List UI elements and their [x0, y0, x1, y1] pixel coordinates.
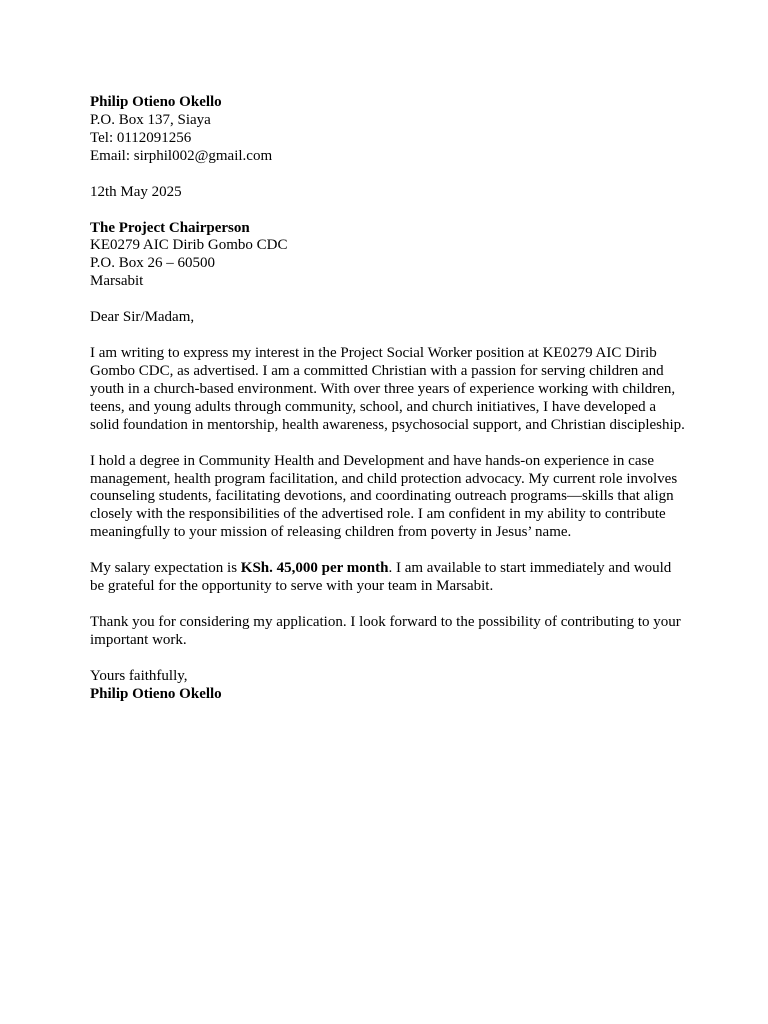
recipient-address: P.O. Box 26 – 60500 — [90, 255, 216, 272]
closing-block — [90, 668, 685, 704]
recipient-block — [90, 220, 685, 292]
salutation-block — [90, 309, 685, 327]
closing: Yours faithfully, — [90, 667, 188, 684]
salutation: Dear Sir/Madam, — [90, 309, 195, 326]
recipient-title: The Project Chairperson — [90, 219, 250, 236]
sender-name: Philip Otieno Okello — [90, 94, 222, 110]
sender-block — [90, 94, 685, 166]
recipient-organization: KE0279 AIC Dirib Gombo CDC — [90, 237, 288, 254]
date-block — [90, 184, 685, 202]
body-paragraph-3 — [90, 560, 685, 596]
letter-page — [90, 94, 685, 722]
signature-name: Philip Otieno Okello — [90, 685, 222, 702]
salary-expectation: KSh. 45,000 per month — [240, 560, 389, 577]
sender-email: Email: sirphil002@gmail.com — [90, 147, 273, 164]
body-paragraph-1: I am writing to express my interest in the Project Social Worker position at KE0279 AIC Dirib Gombo CDC, as advertised. I am a committed Christian with a passion for serving children and youth in a church-based environment. With over three years of experience working with children, teens, and young adults through community, school, and church initiatives, I have developed a solid foundation in mentorship, health awareness, psychosocial support, and Christian discipleship. — [90, 345, 685, 433]
salary-text-suffix: . I am available to start immediately and would be grateful for the opportunity to serve with your team in Marsabit. — [90, 560, 672, 595]
salary-text-prefix: My salary expectation is — [90, 560, 241, 577]
letter-date: 12th May 2025 — [90, 183, 182, 200]
body-paragraph-2: I hold a degree in Community Health and Development and have hands-on experience in case management, health program facilitation, and child protection advocacy. My current role involves counseling students, facilitating devotions, and coordinating outreach programs—skills that align closely with the responsibilities of the advertised role. I am confident in my ability to contribute meaningfully to your mission of releasing children from poverty in Jesus’ name. — [90, 452, 678, 541]
body-paragraph-4: Thank you for considering my application. I look forward to the possibility of contributing to your important work. — [90, 613, 681, 648]
sender-address: P.O. Box 137, Siaya — [90, 111, 211, 128]
sender-tel: Tel: 0112091256 — [90, 129, 192, 146]
recipient-town: Marsabit — [90, 273, 144, 290]
